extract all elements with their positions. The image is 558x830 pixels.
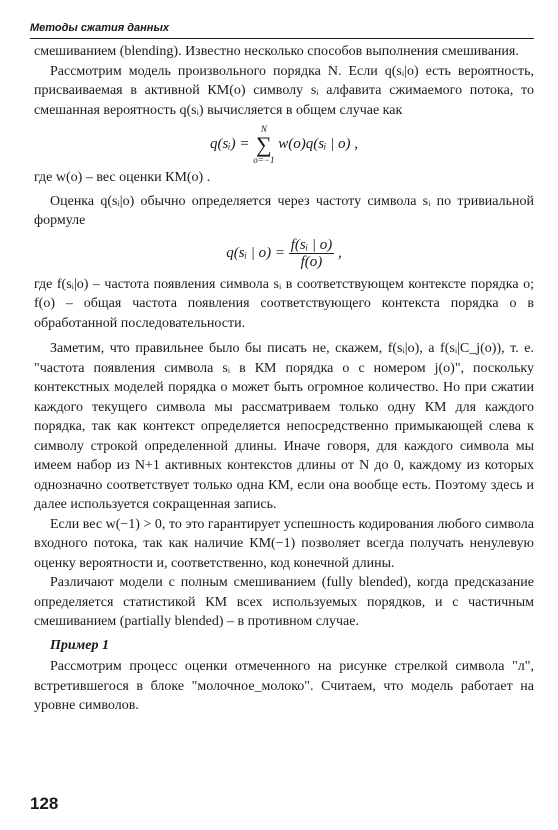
- formula1-rhs: w(o)q(sᵢ | o) ,: [278, 136, 359, 152]
- formula1-lhs: q(sᵢ) =: [209, 136, 250, 152]
- paragraph-8: Различают модели с полным смешиванием (fully blended), когда предсказание определяется статистикой КМ всех используемых порядков, и с частичным смешиванием (partially blended) – в противном случае.: [34, 575, 534, 629]
- page-number: 128: [30, 794, 59, 813]
- sum-lower-limit: o=−1: [253, 154, 275, 165]
- paragraph-5: где f(sᵢ|o) – частота появления символа sᵢ в соответствующем контексте порядка o; f(o) – общая частота появления соответствующего контекста порядка o в обработанной последовательности.: [34, 276, 534, 331]
- fraction-numerator: f(sᵢ | o): [290, 236, 333, 253]
- paragraph-6: Заметим, что правильнее было бы писать не, скажем, f(sᵢ|o), а f(sᵢ|C_j(o)), т. е. "частота появления символа sᵢ в КМ порядка o с номером j(o)", поскольку контекстных моделей порядка o может быть огромное количество. Но при сжатии каждого текущего символа мы рассматриваем только одну КМ для каждого порядка, так как контекст определяется непосредственно примыкающей слева к символу строкой определенной длины. Иначе говоря, для каждого символа мы имеем набор из N+1 активных контекстов длины от N до 0, каждому из которых однозначно соответствует только одна КМ, если она вообще есть. Поэтому здесь и далее используется сокращенная запись.: [34, 341, 534, 512]
- paragraph-9: Рассмотрим процесс оценки отмеченного на рисунке стрелкой символа "л", встретившегося в блоке "молочное_молоко". Считаем, что модель работает на уровне символов.: [34, 659, 534, 713]
- paragraph-7: Если вес w(−1) > 0, то это гарантирует успешность кодирования любого символа входного потока, так как наличие КМ(−1) позволяет всегда получать ненулевую оценку вероятности и, соответственно, код конечной длины.: [34, 516, 534, 571]
- formula-mixed-probability: [34, 120, 534, 168]
- paragraph-3: где w(o) – вес оценки КМ(o) .: [34, 170, 211, 185]
- running-header: Методы сжатия данных: [30, 22, 169, 34]
- formula2-tail: ,: [337, 244, 342, 261]
- sum-upper-limit: N: [260, 123, 267, 134]
- sum-operator: [253, 124, 274, 166]
- fraction: [289, 237, 335, 270]
- header-rule: [30, 38, 534, 39]
- example-heading: Пример 1: [50, 637, 109, 653]
- paragraph-1: смешиванием (blending). Известно несколько способов выполнения смешивания.: [34, 44, 519, 59]
- paragraph-2: Рассмотрим модель произвольного порядка N. Если q(sᵢ|o) есть вероятность, присваиваемая в активной КМ(o) символу sᵢ алфавита сжимаемого потока, то смешанная вероятность q(sᵢ) вычисляется в общем случае как: [34, 63, 534, 118]
- formula2-lhs: q(sᵢ | o) =: [226, 244, 285, 261]
- formula-conditional-probability: [34, 231, 534, 275]
- fraction-denominator: f(o): [300, 253, 323, 270]
- paragraph-4: Оценка q(sᵢ|o) обычно определяется через частоту символа sᵢ по тривиальной формуле: [34, 193, 534, 228]
- sigma-symbol: ∑: [256, 131, 272, 157]
- page-body: [34, 42, 534, 716]
